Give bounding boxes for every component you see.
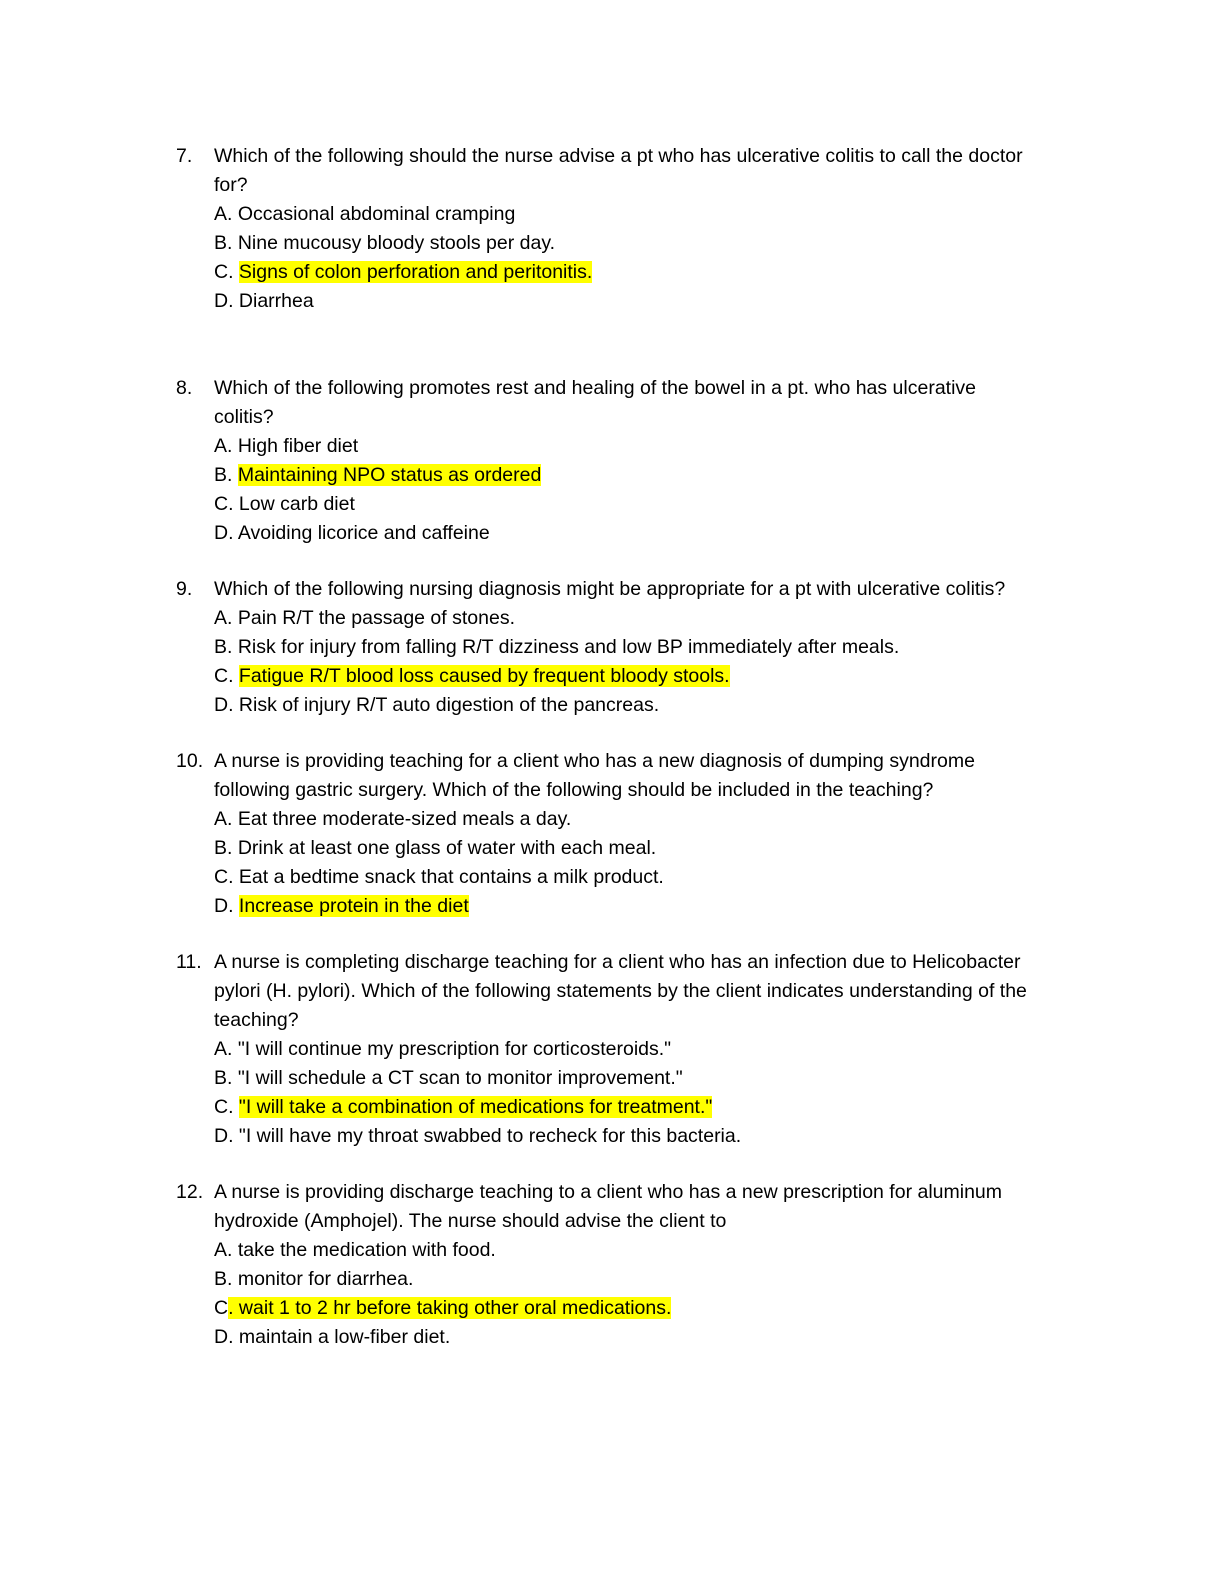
option-b-correct	[214, 461, 1074, 490]
option-prefix: C.	[214, 665, 239, 687]
question-stem-line: Which of the following nursing diagnosis might be appropriate for a pt with ulcerative colitis?	[214, 578, 1006, 600]
option-text: Occasional abdominal cramping	[237, 203, 516, 225]
option-b	[214, 633, 1074, 662]
question-number: 12.	[176, 1181, 204, 1203]
question-stem-line: A nurse is providing teaching for a client who has a new diagnosis of dumping syndrome	[214, 750, 975, 772]
option-b	[214, 1064, 1074, 1093]
option-c-correct	[214, 1294, 1074, 1323]
option-prefix: A.	[214, 203, 238, 225]
highlighted-answer: Fatigue R/T blood loss caused by frequent bloody stools.	[238, 665, 730, 687]
option-prefix: C.	[214, 866, 239, 888]
highlighted-answer: Signs of colon perforation and peritonitis.	[238, 261, 593, 283]
option-text: Pain R/T the passage of stones.	[237, 607, 515, 629]
question-number: 11.	[176, 951, 202, 973]
option-b	[214, 834, 1074, 863]
question-stem-line: A nurse is completing discharge teaching for a client who has an infection due to Helicobacter	[214, 951, 1021, 973]
option-text: "I will have my throat swabbed to recheck for this bacteria.	[238, 1125, 742, 1147]
option-a	[214, 200, 1074, 229]
question-body	[214, 575, 1074, 720]
option-c	[214, 863, 1074, 892]
option-prefix: D.	[214, 522, 238, 544]
option-text: Eat a bedtime snack that contains a milk product.	[238, 866, 664, 888]
question-stem-line: colitis?	[214, 406, 274, 428]
question-number: 7.	[176, 145, 193, 167]
option-text: Low carb diet	[238, 493, 355, 515]
option-prefix: A.	[214, 808, 238, 830]
option-text: Risk of injury R/T auto digestion of the pancreas.	[238, 694, 660, 716]
option-prefix: D.	[214, 290, 239, 312]
question-body	[214, 747, 1074, 921]
option-text: "I will schedule a CT scan to monitor improvement."	[237, 1067, 683, 1089]
question-body	[214, 1178, 1074, 1352]
question-number: 8.	[176, 377, 193, 399]
question-stem-line: Which of the following should the nurse advise a pt who has ulcerative colitis to call the doctor	[214, 145, 1023, 167]
option-d	[214, 1323, 1074, 1352]
option-prefix: B.	[214, 837, 238, 859]
option-d	[214, 691, 1074, 720]
option-prefix: D.	[214, 895, 239, 917]
option-d	[214, 519, 1074, 548]
option-text: High fiber diet	[237, 435, 359, 457]
option-prefix: B.	[214, 232, 238, 254]
option-text: take the medication with food.	[237, 1239, 496, 1261]
option-a	[214, 1236, 1074, 1265]
option-c	[214, 490, 1074, 519]
option-text: Drink at least one glass of water with each meal.	[237, 837, 657, 859]
option-text: Avoiding licorice and caffeine	[237, 522, 490, 544]
option-d	[214, 287, 1074, 316]
question-stem-line: hydroxide (Amphojel). The nurse should advise the client to	[214, 1210, 727, 1232]
question-body	[214, 374, 1074, 548]
option-b	[214, 1265, 1074, 1294]
option-a	[214, 1035, 1074, 1064]
option-a	[214, 432, 1074, 461]
option-text: Diarrhea	[238, 290, 314, 312]
option-prefix: B.	[214, 1067, 238, 1089]
option-c-correct	[214, 258, 1074, 287]
question-stem-line: teaching?	[214, 1009, 299, 1031]
option-prefix: A.	[214, 435, 238, 457]
question-stem-line: pylori (H. pylori). Which of the following statements by the client indicates understanding of the	[214, 980, 1027, 1002]
option-prefix: C.	[214, 261, 239, 283]
option-c-correct	[214, 1093, 1074, 1122]
option-prefix: A.	[214, 1038, 238, 1060]
option-d-correct	[214, 892, 1074, 921]
option-text: "I will continue my prescription for corticosteroids."	[237, 1038, 672, 1060]
option-text: Risk for injury from falling R/T dizziness and low BP immediately after meals.	[237, 636, 900, 658]
question-body	[214, 142, 1074, 316]
option-prefix: B.	[214, 636, 238, 658]
question-body	[214, 948, 1074, 1151]
option-text: Eat three moderate-sized meals a day.	[237, 808, 572, 830]
option-d	[214, 1122, 1074, 1151]
option-text: Nine mucousy bloody stools per day.	[237, 232, 556, 254]
question-stem-line: A nurse is providing discharge teaching to a client who has a new prescription for aluminum	[214, 1181, 1003, 1203]
question-number: 9.	[176, 578, 193, 600]
option-prefix: C	[214, 1297, 229, 1319]
option-prefix: B.	[214, 1268, 238, 1290]
question-stem-line: Which of the following promotes rest and healing of the bowel in a pt. who has ulcerative	[214, 377, 977, 399]
highlighted-answer: . wait 1 to 2 hr before taking other oral medications.	[228, 1297, 672, 1319]
option-prefix: A.	[214, 1239, 238, 1261]
option-prefix: C.	[214, 493, 239, 515]
question-stem-line: following gastric surgery. Which of the following should be included in the teaching?	[214, 779, 934, 801]
highlighted-answer: Maintaining NPO status as ordered	[237, 464, 542, 486]
option-prefix: B.	[214, 464, 238, 486]
option-text: maintain a low-fiber diet.	[238, 1326, 451, 1348]
option-a	[214, 604, 1074, 633]
option-prefix: D.	[214, 1125, 239, 1147]
option-prefix: A.	[214, 607, 238, 629]
option-text: monitor for diarrhea.	[237, 1268, 414, 1290]
option-prefix: D.	[214, 1326, 239, 1348]
highlighted-answer: Increase protein in the diet	[238, 895, 469, 917]
option-b	[214, 229, 1074, 258]
option-prefix: C.	[214, 1096, 239, 1118]
option-c-correct	[214, 662, 1074, 691]
highlighted-answer: "I will take a combination of medications for treatment."	[238, 1096, 713, 1118]
option-a	[214, 805, 1074, 834]
question-number: 10.	[176, 750, 204, 772]
option-prefix: D.	[214, 694, 239, 716]
question-stem-line: for?	[214, 174, 248, 196]
